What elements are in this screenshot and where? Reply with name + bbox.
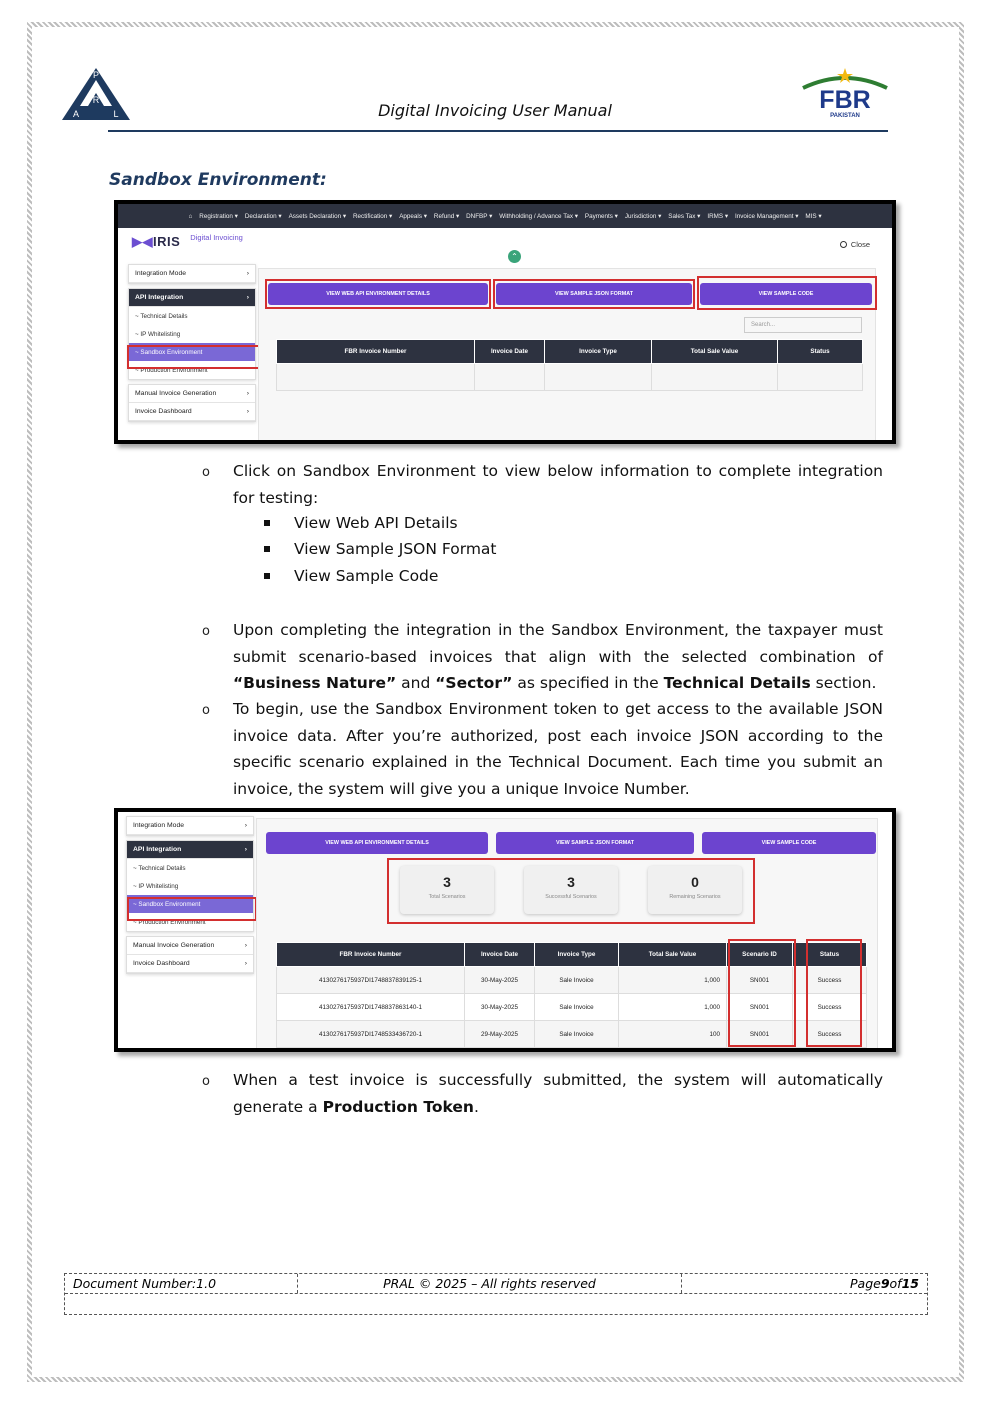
highlight-stats — [387, 858, 755, 924]
nav-irms[interactable]: IRMS ▾ — [707, 212, 729, 220]
cell-scenario-id: SN001 — [727, 994, 793, 1021]
nav-rectification[interactable]: Rectification ▾ — [353, 212, 393, 220]
invoice-table-empty — [276, 339, 863, 391]
empty-cell — [277, 364, 475, 391]
cell-invoice-type: Sale Invoice — [535, 967, 619, 994]
chevron-right-icon: › — [244, 846, 247, 853]
circle-bullet-icon: o — [202, 1074, 210, 1089]
section-heading: Sandbox Environment: — [109, 170, 327, 190]
sidebar-item-api-integration[interactable]: API Integration › — [129, 289, 255, 307]
fbr-logo-sub: PAKISTAN — [830, 113, 860, 119]
sidebar-sub-technical-details[interactable]: ~ Technical Details — [133, 864, 186, 872]
cell-invoice-date: 30-May-2025 — [465, 967, 535, 994]
sidebar-card-integration — [126, 816, 254, 836]
search-input[interactable]: Search... — [744, 317, 862, 333]
list-item: View Web API Details — [262, 514, 458, 532]
sidebar-item-integration-mode[interactable]: Integration Mode › — [129, 265, 255, 283]
nav-jurisdiction[interactable]: Jurisdiction ▾ — [624, 212, 662, 220]
fbr-logo-text: FBR — [819, 86, 871, 114]
sidebar-sub-production[interactable]: ~ Production Environment — [133, 918, 206, 926]
stat-label: Remaining Scenarios — [669, 894, 721, 900]
view-code-button[interactable]: VIEW SAMPLE CODE — [700, 283, 872, 305]
cell-invoice-number: 4130276175937DI1748837839125-1 — [277, 967, 465, 994]
cell-invoice-type: Sale Invoice — [535, 1021, 619, 1048]
view-json-button[interactable]: VIEW SAMPLE JSON FORMAT — [496, 832, 694, 854]
nav-invoice-management[interactable]: Invoice Management ▾ — [735, 212, 799, 220]
sidebar-sub-production[interactable]: ~ Production Environment — [135, 366, 208, 374]
sidebar-sub-sandbox[interactable]: ~ Sandbox Environment — [127, 895, 253, 913]
col-total-sale-value[interactable]: Total Sale Value — [652, 340, 778, 364]
cell-invoice-date: 30-May-2025 — [465, 994, 535, 1021]
header-rule — [108, 130, 888, 132]
sidebar-sub-sandbox[interactable]: ~ Sandbox Environment — [129, 343, 255, 361]
document-title: Digital Invoicing User Manual — [378, 101, 612, 120]
nav-home-icon[interactable]: ⌂ — [188, 212, 193, 220]
circle-bullet-icon: o — [202, 624, 210, 639]
sidebar-item-manual-invoice[interactable]: Manual Invoice Generation › — [127, 937, 253, 955]
scenario-paragraph: Upon completing the integration in the Sandbox Environment, the taxpayer must submit scenario-based invoices that align with the selected combination of “Business Nature” and “Sector” as specified in the Technical Details section. — [233, 621, 883, 692]
sidebar-sub-technical-details[interactable]: ~ Technical Details — [135, 312, 188, 320]
highlight-scenario-id — [728, 939, 796, 1047]
sidebar-item-invoice-dashboard[interactable]: Invoice Dashboard › — [127, 955, 253, 973]
screenshot-sandbox-menu — [114, 200, 896, 444]
stat-value: 3 — [443, 874, 451, 890]
view-web-api-button[interactable]: VIEW WEB API ENVIRONMENT DETAILS — [266, 832, 488, 854]
col-invoice-date[interactable]: Invoice Date — [475, 340, 545, 364]
stat-label: Successful Scenarios — [545, 894, 597, 900]
sidebar-card-other — [128, 384, 256, 422]
chevron-right-icon: › — [246, 294, 249, 301]
empty-cell — [475, 364, 545, 391]
page-footer — [64, 1273, 928, 1315]
sidebar-item-manual-invoice[interactable]: Manual Invoice Generation › — [129, 385, 255, 403]
col-scenario-id[interactable]: Scenario ID — [727, 943, 793, 967]
cell-invoice-number: 4130276175937DI1748533436720-1 — [277, 1021, 465, 1048]
pral-letter-r: R — [92, 95, 100, 105]
col-total-sale-value[interactable]: Total Sale Value — [619, 943, 727, 967]
highlight-code — [697, 276, 877, 310]
stat-value: 3 — [567, 874, 575, 890]
action-buttons — [266, 832, 876, 854]
cell-sale-value: 100 — [619, 1021, 727, 1048]
circle-bullet-icon: o — [202, 703, 210, 718]
list-item: View Sample JSON Format — [262, 540, 497, 558]
nav-declaration[interactable]: Declaration ▾ — [244, 212, 282, 220]
nav-sales-tax[interactable]: Sales Tax ▾ — [668, 212, 701, 220]
sidebar-card-other — [126, 936, 254, 974]
col-invoice-date[interactable]: Invoice Date — [465, 943, 535, 967]
sidebar-sub-ip-whitelisting[interactable]: ~ IP Whitelisting — [133, 882, 179, 890]
highlight-status — [806, 939, 862, 1047]
fbr-logo — [795, 66, 895, 120]
stat-label: Total Scenarios — [428, 894, 466, 900]
expand-toggle-icon[interactable]: ⌃ — [508, 250, 521, 263]
nav-dnfbp[interactable]: DNFBP ▾ — [466, 212, 493, 220]
circle-bullet-icon: o — [202, 465, 210, 480]
app-name: Digital Invoicing — [190, 232, 243, 242]
intro-paragraph: Click on Sandbox Environment to view below information to complete integration for testing: — [233, 462, 883, 507]
chevron-right-icon: › — [246, 408, 249, 415]
footer-row — [65, 1274, 927, 1294]
highlight-sandbox — [127, 897, 257, 921]
nav-payments[interactable]: Payments ▾ — [584, 212, 618, 220]
chevron-right-icon: › — [244, 960, 247, 967]
pral-letter-a: A — [72, 109, 80, 119]
col-fbr-invoice-number[interactable]: FBR Invoice Number — [277, 340, 475, 364]
cell-sale-value: 1,000 — [619, 994, 727, 1021]
col-invoice-type[interactable]: Invoice Type — [535, 943, 619, 967]
footer-copyright: PRAL © 2025 – All rights reserved — [297, 1274, 681, 1293]
chevron-right-icon: › — [244, 822, 247, 829]
pral-letter-p: P — [92, 70, 100, 80]
sidebar-sub-ip-whitelisting[interactable]: ~ IP Whitelisting — [135, 330, 181, 338]
view-web-api-button[interactable]: VIEW WEB API ENVIRONMENT DETAILS — [268, 283, 488, 305]
nav-mis[interactable]: MIS ▾ — [805, 212, 822, 220]
close-button[interactable]: Close — [840, 240, 870, 249]
chevron-right-icon: › — [246, 270, 249, 277]
cell-status: Success — [793, 1021, 867, 1048]
nav-withholding[interactable]: Withholding / Advance Tax ▾ — [499, 212, 578, 220]
nav-refund[interactable]: Refund ▾ — [433, 212, 460, 220]
highlight-json — [493, 279, 695, 309]
cell-invoice-type: Sale Invoice — [535, 994, 619, 1021]
view-json-button[interactable]: VIEW SAMPLE JSON FORMAT — [496, 283, 692, 305]
sidebar-item-api-integration[interactable]: API Integration › — [127, 841, 253, 859]
empty-cell — [778, 364, 863, 391]
cell-sale-value: 1,000 — [619, 967, 727, 994]
square-bullet-icon — [264, 546, 270, 552]
chevron-right-icon: › — [246, 390, 249, 397]
footer-doc-number: Document Number:1.0 — [73, 1276, 217, 1291]
square-bullet-icon — [264, 520, 270, 526]
close-icon — [840, 241, 847, 248]
list-item: View Sample Code — [262, 567, 438, 585]
chevron-right-icon: › — [244, 942, 247, 949]
cell-invoice-date: 29-May-2025 — [465, 1021, 535, 1048]
col-status[interactable]: Status — [793, 943, 867, 967]
sidebar-card-integration — [128, 264, 256, 284]
nav-appeals[interactable]: Appeals ▾ — [399, 212, 427, 220]
footer-page-number: Page 9 of 15 — [681, 1274, 927, 1293]
sidebar-item-integration-mode[interactable]: Integration Mode › — [127, 817, 253, 835]
col-invoice-type[interactable]: Invoice Type — [545, 340, 652, 364]
cell-status: Success — [793, 994, 867, 1021]
token-paragraph: To begin, use the Sandbox Environment token to get access to the available JSON invoice data. After you’re authorized, post each invoice JSON according to the specific scenario explained in the Technical Document. Each time you submit an invoice, the system will give you a unique Invoice Number. — [233, 700, 883, 798]
sidebar-item-invoice-dashboard[interactable]: Invoice Dashboard › — [129, 403, 255, 421]
highlight-sandbox — [127, 345, 260, 369]
empty-cell — [652, 364, 778, 391]
stat-value: 0 — [691, 874, 699, 890]
cell-scenario-id: SN001 — [727, 1021, 793, 1048]
cell-invoice-number: 4130276175937DI1748837863140-1 — [277, 994, 465, 1021]
highlight-web-api — [265, 279, 491, 309]
production-token-paragraph: When a test invoice is successfully submitted, the system will automatically generate a Production Token. — [233, 1071, 883, 1116]
iris-logo[interactable]: ▶◀IRIS — [132, 234, 181, 249]
top-nav — [118, 204, 892, 228]
cell-status: Success — [793, 967, 867, 994]
nav-registration[interactable]: Registration ▾ — [199, 212, 238, 220]
cell-scenario-id: SN001 — [727, 967, 793, 994]
app-bar — [118, 228, 892, 256]
empty-cell — [545, 364, 652, 391]
nav-assets-declaration[interactable]: Assets Declaration ▾ — [288, 212, 346, 220]
view-code-button[interactable]: VIEW SAMPLE CODE — [702, 832, 876, 854]
col-fbr-invoice-number[interactable]: FBR Invoice Number — [277, 943, 465, 967]
square-bullet-icon — [264, 573, 270, 579]
screenshot-sandbox-results — [114, 808, 896, 1052]
col-status[interactable]: Status — [778, 340, 863, 364]
pral-letter-l: L — [113, 109, 119, 119]
